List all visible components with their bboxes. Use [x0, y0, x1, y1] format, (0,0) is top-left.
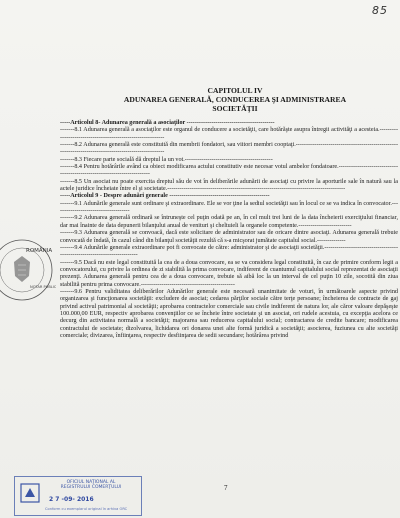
registry-line-1: OFICIUL NAŢIONAL AL	[66, 480, 116, 485]
paragraph: -------9.3 Adunarea generală se convoacă, dacă este solicitare de administrator sau de oricare dintre asociaţi. Adunarea generală trebuie convocată de îndată, în cazul când din bilanţul societăţii rezultă că s-a micşorat jumătate capitalul social.--------------	[60, 230, 398, 244]
paragraph: -------8.3 Fiecare parte socială dă dreptul la un vot.-------------------------------------------	[60, 156, 273, 163]
notary-seal-graphic	[0, 232, 56, 308]
paragraph: -------9.1 Adunările generale sunt ordinare şi extraordinare. Ele se vor ţine la sediul societăţii sau în locul ce se va indica în convocator.-------------------------------------	[60, 200, 398, 215]
registry-stamp	[14, 476, 142, 516]
paragraph: -------9.2 Adunarea generală ordinară se întruneşte cel puţin odată pe an, în cel mult trei luni de la data încheierii exerciţiului financiar, dar mai înainte de data depunerii bilanţului anual de venituri şi cheltuieli la organele competente.--------------------------	[60, 215, 398, 229]
registry-stamp-foot: Conform cu exemplarul original în arhiva ORC	[45, 507, 128, 511]
paragraph: -------8.5 Un asociat nu poate exercita dreptul său de vot în deliberările adunării de asociaţi cu privire la aporturile sale în natură sau la actele juridice încheiate între el şi societate.---------------------------------------------------------------------------------------	[60, 178, 398, 193]
registry-stamp-title	[45, 480, 137, 491]
paragraph: -------8.2 Adunarea generală este constituită din membrii fondatori, sau viitori membri cooptaţi.-----------------------------------------------------------------------------------------------------	[60, 142, 398, 156]
document-body	[60, 120, 398, 340]
notary-seal	[0, 232, 56, 308]
seal-subtext: NOTAR PUBLIC	[30, 285, 56, 289]
paragraph: -------8.4 Pentru hotărârile având ca obiect modificarea actului constitutiv este necesar votul ambelor fondatoare.-------------------------------------------------------------------------	[60, 164, 398, 178]
chapter-subtitle: ADUNAREA GENERALĂ, CONDUCEREA ŞI ADMINISTRAREA	[123, 95, 347, 104]
seal-text: ROMÂNIA	[26, 248, 53, 254]
paragraph: -------9.4 Adunările generale extraordinare pot fi convocate de către: administrator şi de asociaţii societăţii.--------------------------------------------------------------------------	[60, 244, 398, 259]
paragraph: -------9.6 Pentru validitatea deliberărilor Adunărilor generale este necesară unanimitate de voturi, în următoarele aspecte privind organizarea şi funcţionarea societăţii: excludere de asociat; cedarea părţilor sociale către terţe persoane; încheierea de contracte de gaj privind activul patrimonial al societăţii; aprobarea contractelor comerciale sau civile indiferent de natura lor, ale căror valoare depăşeşte 100.000,00 EUR, respectiv aprobarea convenţiilor ce se încheie între societate şi un asociat, ori rudele acestuia, cu excepţia acelora ce decurg din activitatea normală a societăţii; majorarea sau reducerea capitalului social; contractarea de credite bancare; modificarea contractului de societate; dizolvarea, lichidarea ori donarea unei alte formă juridică a societăţii; asocierea, fuziunea cu alte societăţi comerciale; divizarea, înfiinţarea, respectiv desfiinţarea de sedii secundare; hotărârea privind	[60, 288, 398, 339]
registry-logo-icon	[18, 481, 42, 505]
registry-line-2: REGISTRULUI COMERŢULUI	[60, 485, 122, 491]
paragraph: -------8.1 Adunarea generală a asociaţilor este organul de conducere a societăţii, care hotărăşte asupra întregii activităţi a acesteia.------------------------------------------------------------	[60, 127, 398, 141]
chapter-title: CAPITOLUL IV	[207, 86, 263, 95]
registry-stamp-date: 2 7 -09- 2016	[49, 496, 94, 503]
article-heading: -----Articolul 9 - Despre adunări generale -------------------------------------------------	[60, 193, 270, 200]
page-number: 7	[224, 484, 228, 492]
chapter-subtitle-cont: SOCIETĂŢII	[212, 104, 258, 113]
paragraph: -------9.5 Dacă nu este legal constituită la cea de a doua convocare, ea se va considera legal constituită, în caz de primire conform legii a convocatorului, cu privire la ordinea de zi stabilită la prima convocare, indiferent de cuantumul capitalului social reprezentat de asociaţii prezenţi. Adunarea generală pentru cea de a doua convocare, trebuie să aibă loc la un interval de cel puţin 10 zile, socotită din ziua stabilită pentru prima convocare.----------------------------------------------	[60, 259, 398, 288]
handwritten-page-marker: 85	[372, 4, 388, 17]
article-heading: -----Articolul 8- Adunarea generală a asociaţilor -------------------------------------------	[60, 120, 275, 126]
